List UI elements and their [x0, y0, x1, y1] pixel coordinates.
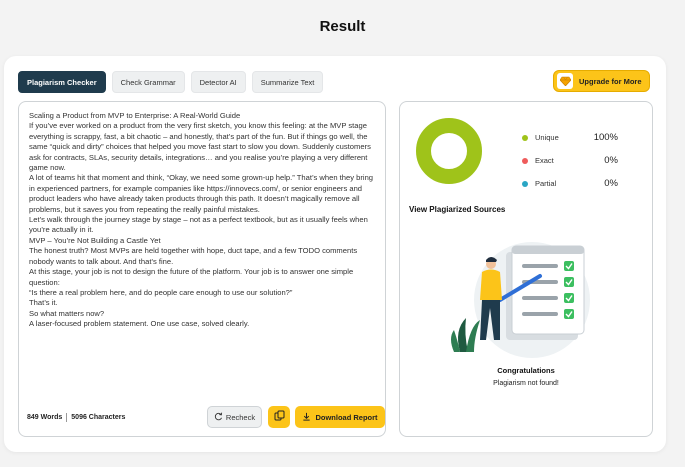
- editor-content[interactable]: [29, 111, 379, 330]
- editor-paragraph: At this stage, your job is not to design the future of the platform. Your job is to answer one simple question:: [29, 267, 354, 287]
- legend-label: Partial: [535, 179, 557, 188]
- download-label: Download Report: [315, 412, 378, 422]
- word-count: 849 Words: [27, 414, 63, 421]
- editor-paragraph: “Is there a real problem here, and do people care enough to use our solution?”: [29, 287, 293, 297]
- tab-plagiarism-checker[interactable]: Plagiarism Checker: [18, 71, 106, 93]
- legend-label: Unique: [535, 133, 559, 142]
- editor-paragraph: That’s it.: [29, 298, 58, 308]
- result-legend: [522, 126, 618, 195]
- editor-paragraph: The honest truth? Most MVPs are held together with hope, duct tape, and a few TODO comments nobody wants to talk about. And that’s fine.: [29, 246, 358, 266]
- stats-divider: [66, 413, 67, 422]
- legend-partial: [522, 172, 618, 195]
- editor-paragraph: A laser-focused problem statement. One use case, solved clearly.: [29, 319, 250, 329]
- upgrade-button[interactable]: [553, 70, 650, 92]
- exact-dot: [522, 158, 528, 164]
- refresh-icon: [214, 412, 223, 423]
- plagiarism-not-found-text: Plagiarism not found!: [493, 380, 559, 387]
- result-card: [4, 56, 666, 452]
- legend-value: 0%: [604, 155, 618, 166]
- recheck-button[interactable]: [207, 406, 262, 428]
- result-panel: [399, 101, 653, 437]
- editor-paragraph: So what matters now?: [29, 308, 105, 318]
- copy-button[interactable]: [268, 406, 290, 428]
- tab-detector-ai[interactable]: Detector AI: [191, 71, 246, 93]
- text-editor[interactable]: [18, 101, 386, 437]
- legend-label: Exact: [535, 156, 554, 165]
- tab-check-grammar[interactable]: Check Grammar: [112, 71, 185, 93]
- character-count: 5096 Characters: [71, 414, 126, 421]
- congratulations-text: Congratulations: [497, 366, 555, 375]
- copy-icon: [274, 408, 285, 426]
- download-report-button[interactable]: [295, 406, 385, 428]
- legend-value: 100%: [593, 132, 618, 143]
- checklist-illustration: [444, 242, 610, 360]
- legend-exact: [522, 149, 618, 172]
- tab-summarize-text[interactable]: Summarize Text: [252, 71, 324, 93]
- editor-paragraph: If you’ve ever worked on a product from the very first sketch, you know this feeling: at the MVP stage everything is scrappy, fast, a bit chaotic – and honestly, that’s part of the fun. But if things go well, the same “quick and dirty” choices that helped you move fast start to slow you down. Suddenly customers ask for contracts, SLAs, security details, integrations… and you realise you’re playing a very different game now.: [29, 121, 371, 173]
- unique-dot: [522, 135, 528, 141]
- tool-tabs: [18, 71, 323, 93]
- page-title: Result: [319, 18, 366, 35]
- donut-unique-ring: [424, 126, 475, 177]
- editor-paragraph: A lot of teams hit that moment and think, “Okay, we need some grown-up help.” That’s when they bring in experienced partners, for example companies like https://innovecs.com/, or senior engineers and product leaders who have already taken products through this path. It doesn’t magically remove all problems, but it saves you from repeating the really painful mistakes.: [29, 173, 374, 214]
- upgrade-label: Upgrade for More: [579, 76, 642, 86]
- editor-paragraph: Scaling a Product from MVP to Enterprise: A Real-World Guide: [29, 111, 241, 120]
- editor-paragraph: Let’s walk through the journey stage by stage – not as a perfect textbook, but as it usually feels when you’re actually in it.: [29, 215, 368, 235]
- plagiarism-donut-chart: [415, 117, 483, 185]
- recheck-label: Recheck: [225, 412, 256, 422]
- view-plagiarized-sources-link[interactable]: View Plagiarized Sources: [409, 205, 506, 214]
- partial-dot: [522, 181, 528, 187]
- download-icon: [302, 412, 311, 423]
- legend-value: 0%: [604, 178, 618, 189]
- editor-paragraph: MVP – You’re Not Building a Castle Yet: [29, 235, 161, 245]
- gem-icon: [557, 73, 573, 89]
- legend-unique: [522, 126, 618, 149]
- text-stats: [27, 413, 125, 422]
